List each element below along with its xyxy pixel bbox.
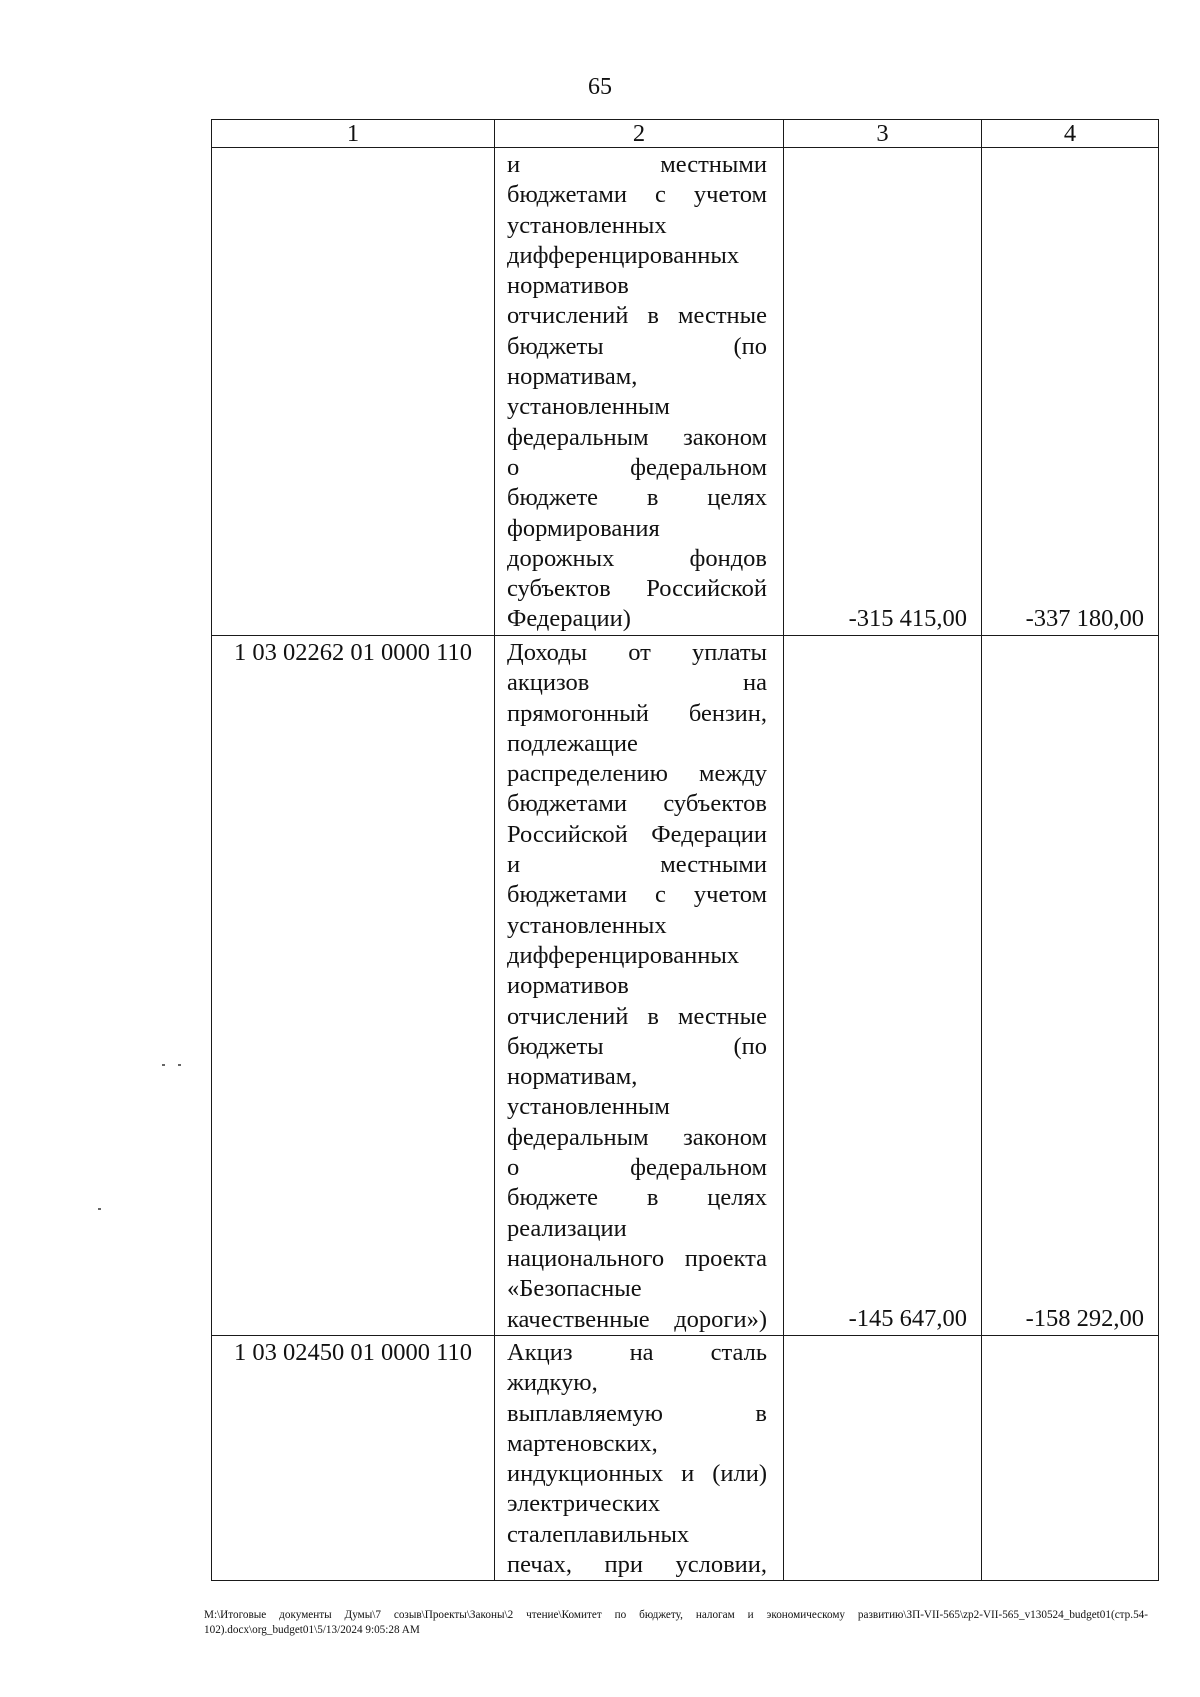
- description-line: бюджетами с учетом: [507, 181, 767, 209]
- value-3-cell: [784, 1336, 982, 1581]
- column-header-2: 2: [495, 120, 784, 148]
- description-line: дорожных фондов: [507, 544, 767, 572]
- description-line: дифференцированных: [507, 241, 740, 269]
- description-line: выплавляемую в: [507, 1399, 767, 1427]
- description-line: иормативов: [507, 972, 629, 1000]
- description-line: Российской Федерации: [507, 820, 767, 848]
- description-line: электрических: [507, 1490, 661, 1518]
- scan-speck: [178, 1064, 181, 1066]
- description-line: субъектов Российской: [507, 575, 767, 603]
- description-line: дифференцированных: [507, 941, 740, 969]
- description-line: жидкую,: [507, 1369, 598, 1397]
- description-line: нормативам,: [507, 363, 638, 391]
- description-line: установленным: [507, 393, 670, 421]
- description-line: качественные дороги»): [507, 1305, 767, 1333]
- description-line: федеральным законом: [507, 423, 767, 451]
- description-line: Акциз на сталь: [507, 1339, 767, 1366]
- description-line: печах, при условии,: [507, 1551, 767, 1579]
- description-line: акцизов на: [507, 669, 767, 697]
- scan-speck: [162, 1064, 165, 1066]
- description-line: бюджетами субъектов: [507, 790, 767, 818]
- column-header-1: 1: [212, 120, 495, 148]
- description-line: формирования: [507, 514, 660, 542]
- description-line: прямогонный бензин,: [507, 699, 767, 727]
- description-line: отчислений в местные: [507, 302, 767, 330]
- table-header-row: [212, 120, 1159, 148]
- column-header-4: 4: [982, 120, 1159, 148]
- description-line: реализации: [507, 1214, 627, 1242]
- description-line: национального проекта: [507, 1244, 767, 1272]
- description-line: установленным: [507, 1093, 670, 1121]
- description-line: подлежащие: [507, 729, 638, 757]
- description-line: федеральным законом: [507, 1123, 767, 1151]
- description-line: бюджетами с учетом: [507, 881, 767, 909]
- scan-speck: [98, 1208, 101, 1210]
- footer-file-path: M:\Итоговые документы Думы\7 созыв\Проекты\Законы\2 чтение\Комитет по бюджету, налогам и экономическому развитию\ЗП-VII-565\zp2-VII-565_v130524_budget01(стр.54-102).docx\org_budget01\5/13/2024 9:05:28 AM: [204, 1609, 1148, 1636]
- description-line: о федеральном: [507, 453, 767, 481]
- description-line: отчислений в местные: [507, 1002, 767, 1030]
- page-number: 65: [588, 74, 612, 100]
- value-3-cell: -315 415,00: [784, 148, 982, 636]
- budget-table: [211, 119, 1159, 1581]
- column-header-3: 3: [784, 120, 982, 148]
- description-line: нормативов: [507, 272, 629, 300]
- description-line: бюджете в целях: [507, 1184, 767, 1212]
- description-cell: [495, 636, 784, 1336]
- description-line: индукционных и (или): [507, 1460, 767, 1488]
- description-line: «Безопасные: [507, 1275, 642, 1303]
- description-line: установленных: [507, 211, 667, 239]
- value-4-cell: -337 180,00: [982, 148, 1159, 636]
- description-line: и местными: [507, 151, 767, 178]
- description-line: установленных: [507, 911, 667, 939]
- code-cell: [212, 148, 495, 636]
- description-line: о федеральном: [507, 1154, 767, 1182]
- description-line: сталеплавильных: [507, 1520, 690, 1548]
- description-line: бюджете в целях: [507, 484, 767, 512]
- description-line: мартеновских,: [507, 1429, 658, 1457]
- table-row: [212, 636, 1159, 1336]
- value-4-cell: -158 292,00: [982, 636, 1159, 1336]
- code-cell: 1 03 02450 01 0000 110: [212, 1336, 495, 1581]
- description-cell: [495, 148, 784, 636]
- value-4-cell: [982, 1336, 1159, 1581]
- description-line: бюджеты (по: [507, 1032, 767, 1060]
- description-line: распределению между: [507, 760, 767, 788]
- table-row: [212, 148, 1159, 636]
- description-line: бюджеты (по: [507, 332, 767, 360]
- description-line: нормативам,: [507, 1063, 638, 1091]
- code-cell: 1 03 02262 01 0000 110: [212, 636, 495, 1336]
- description-line: Федерации): [507, 605, 631, 633]
- description-line: Доходы от уплаты: [507, 639, 767, 666]
- description-cell: [495, 1336, 784, 1581]
- value-3-cell: -145 647,00: [784, 636, 982, 1336]
- table-row: [212, 1336, 1159, 1581]
- description-line: и местными: [507, 851, 767, 879]
